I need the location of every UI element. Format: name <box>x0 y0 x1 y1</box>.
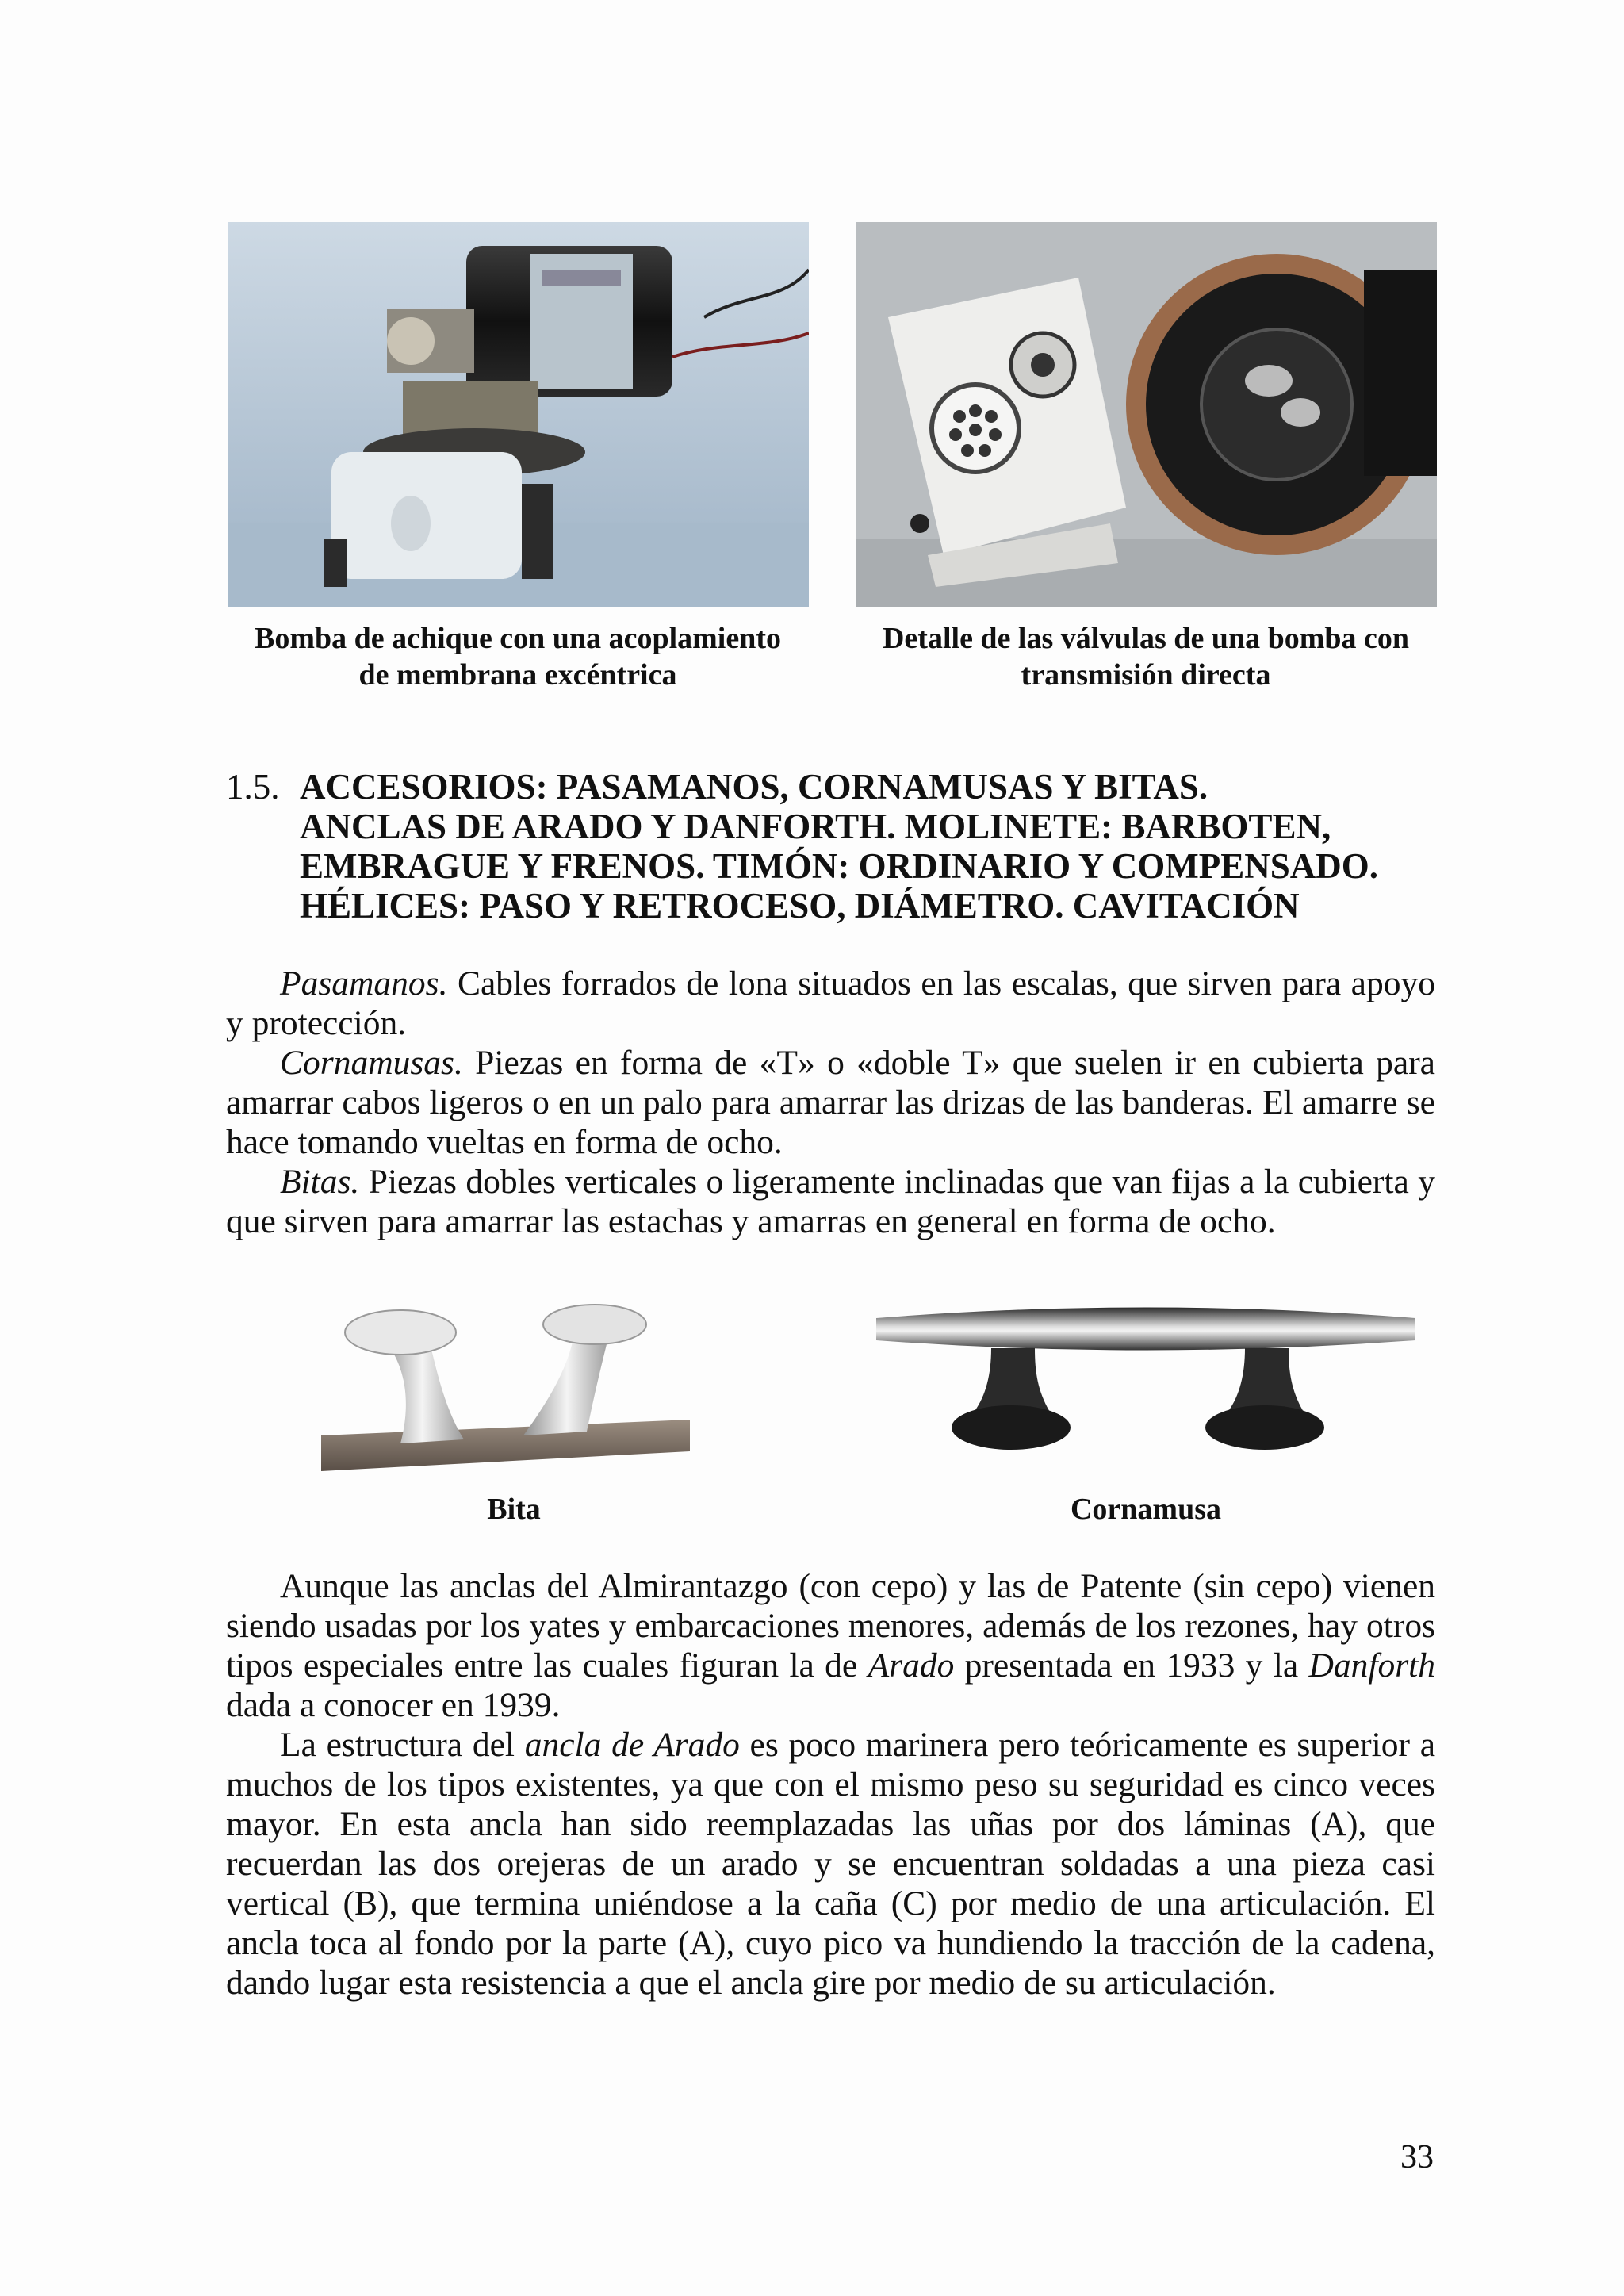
bilge-pump-photo <box>228 222 809 607</box>
section-number: 1.5. <box>226 767 280 807</box>
cornamusa-illustration <box>872 1301 1419 1463</box>
figure-caption-valves: Detalle de las válvulas de una bomba con transmisión directa <box>882 622 1410 692</box>
definition-cornamusas: Cornamusas. Piezas en forma de «T» o «doble T» que suelen ir en cubierta para amarrar cabos ligeros o en un palo para amarrar las drizas de las banderas. El amarre se hace tomando vueltas en forma de ocho. <box>226 1044 1435 1161</box>
paragraph-ancla-arado: La estructura del ancla de Arado es poco marinera pero teóricamente es superior a muchos de los tipos existentes, ya que con el mismo peso su seguridad es cinco veces mayor. En esta ancla han sido reemplazadas las uñas por dos láminas (A), que recuerdan las dos orejeras de un arado y se encuentran soldadas a una pieza casi vertical (B), que termina uniéndose a la caña (C) por medio de una articulación. El ancla toca al fondo por la parte (A), cuyo pico va hundiendo la tracción de la cadena, dando lugar esta resistencia a que el ancla gire por medio de su articulación. <box>226 1726 1435 2002</box>
body-text <box>226 1566 1435 2003</box>
section-title-line: ACCESORIOS: PASAMANOS, CORNAMUSAS Y BITAS. <box>300 767 1208 807</box>
section-title-line: EMBRAGUE Y FRENOS. TIMÓN: ORDINARIO Y COMPENSADO. <box>300 846 1379 886</box>
definition-pasamanos: Pasamanos. Cables forrados de lona situados en las escalas, que sirven para apoyo y protección. <box>226 964 1435 1042</box>
definition-bitas: Bitas. Piezas dobles verticales o ligeramente inclinadas que van fijas a la cubierta y que sirven para amarrar las estachas y amarras en general en forma de ocho. <box>226 1163 1435 1240</box>
bita-caption: Bita <box>487 1493 541 1526</box>
page-number: 33 <box>1400 2139 1434 2175</box>
paragraph-anclas: Aunque las anclas del Almirantazgo (con cepo) y las de Patente (sin cepo) vienen siendo usadas por los yates y embarcaciones menores, además de los rezones, hay otros tipos especiales entre las cuales figuran la de Arado presentada en 1933 y la Danforth dada a conocer en 1939. <box>226 1567 1435 1724</box>
pump-valves-photo <box>856 222 1437 607</box>
definitions-text <box>226 964 1435 1241</box>
section-title <box>300 767 1378 926</box>
section-title-line: HÉLICES: PASO Y RETROCESO, DIÁMETRO. CAVITACIÓN <box>300 886 1300 926</box>
section-title-line: ANCLAS DE ARADO Y DANFORTH. MOLINETE: BARBOTEN, <box>300 807 1331 846</box>
bita-illustration <box>317 1297 690 1475</box>
cornamusa-caption: Cornamusa <box>1070 1493 1222 1526</box>
figure-caption-pump: Bomba de achique con una acoplamiento de membrana excéntrica <box>254 622 782 692</box>
